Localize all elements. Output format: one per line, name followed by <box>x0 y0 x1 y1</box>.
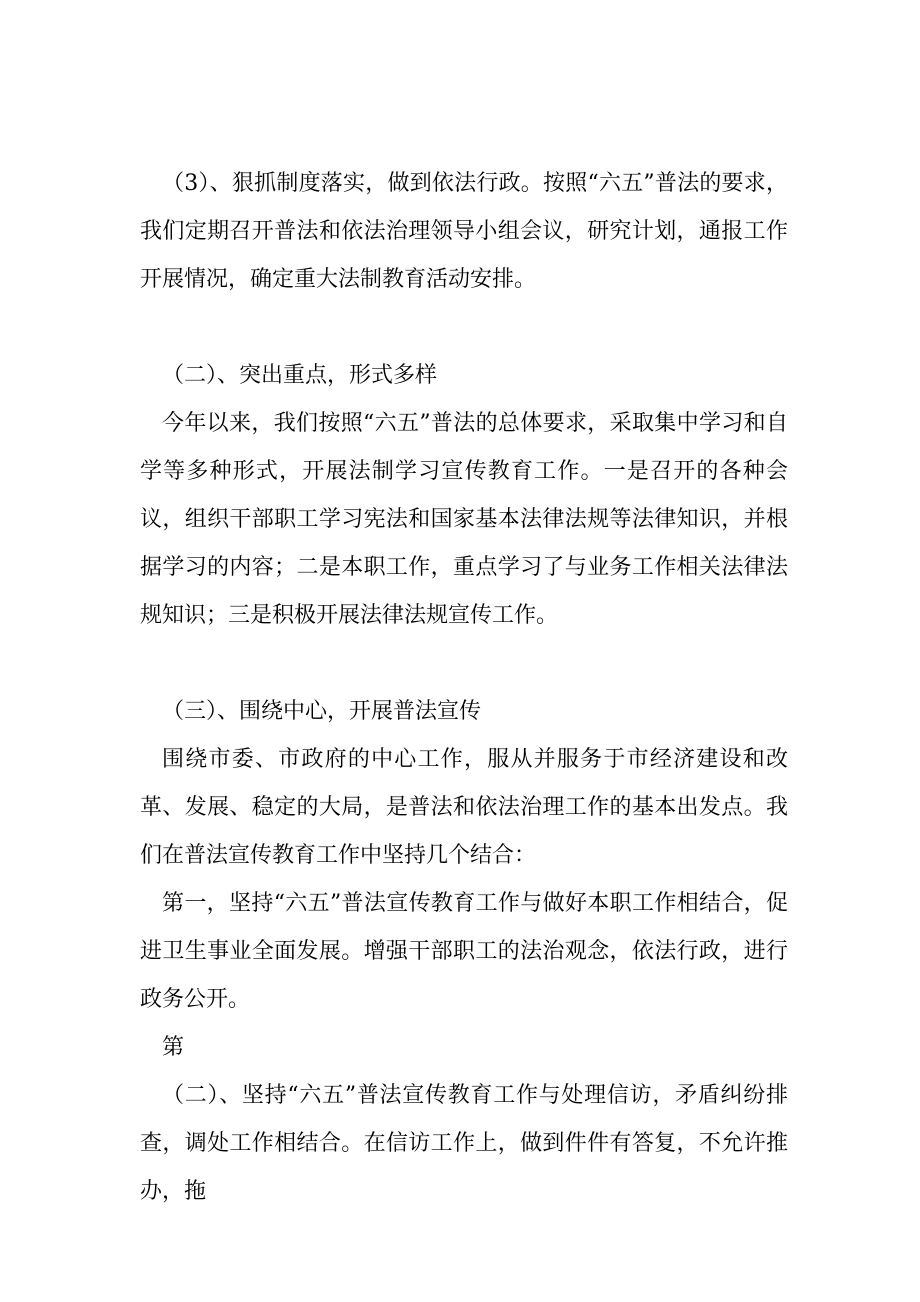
paragraph-study-forms: 今年以来，我们按照“六五”普法的总体要求，采取集中学习和自学等多种形式，开展法制学习宣传教育工作。一是召开的各种会议，组织干部职工学习宪法和国家基本法律法规等法律知识，并根据学习的内容；二是本职工作，重点学习了与业务工作相关法律法规知识；三是积极开展法律法规宣传工作。 <box>140 411 788 628</box>
paragraph-petition-combination: （二）、坚持“六五”普法宣传教育工作与处理信访，矛盾纠纷排查，调处工作相结合。在信访工作上，做到件件有答复，不允许推办，拖 <box>140 1083 788 1204</box>
paragraph-fragment: 第 <box>162 1035 185 1060</box>
section-heading-2: （二）、突出重点，形式多样 <box>162 363 438 388</box>
paragraph-first-combination: 第一，坚持“六五”普法宣传教育工作与做好本职工作相结合，促进卫生事业全面发展。增强干部职工的法治观念，依法行政，进行政务公开。 <box>140 891 788 1012</box>
section-heading-3: （三）、围绕中心，开展普法宣传 <box>162 699 482 724</box>
paragraph-serve-center: 围绕市委、市政府的中心工作，服从并服务于市经济建设和改革、发展、稳定的大局，是普法和依法治理工作的基本出发点。我们在普法宣传教育工作中坚持几个结合： <box>140 747 788 868</box>
paragraph-institution-implementation: （3）、狠抓制度落实，做到依法行政。按照“六五”普法的要求，我们定期召开普法和依法治理领导小组会议，研究计划，通报工作开展情况，确定重大法制教育活动安排。 <box>140 171 788 292</box>
